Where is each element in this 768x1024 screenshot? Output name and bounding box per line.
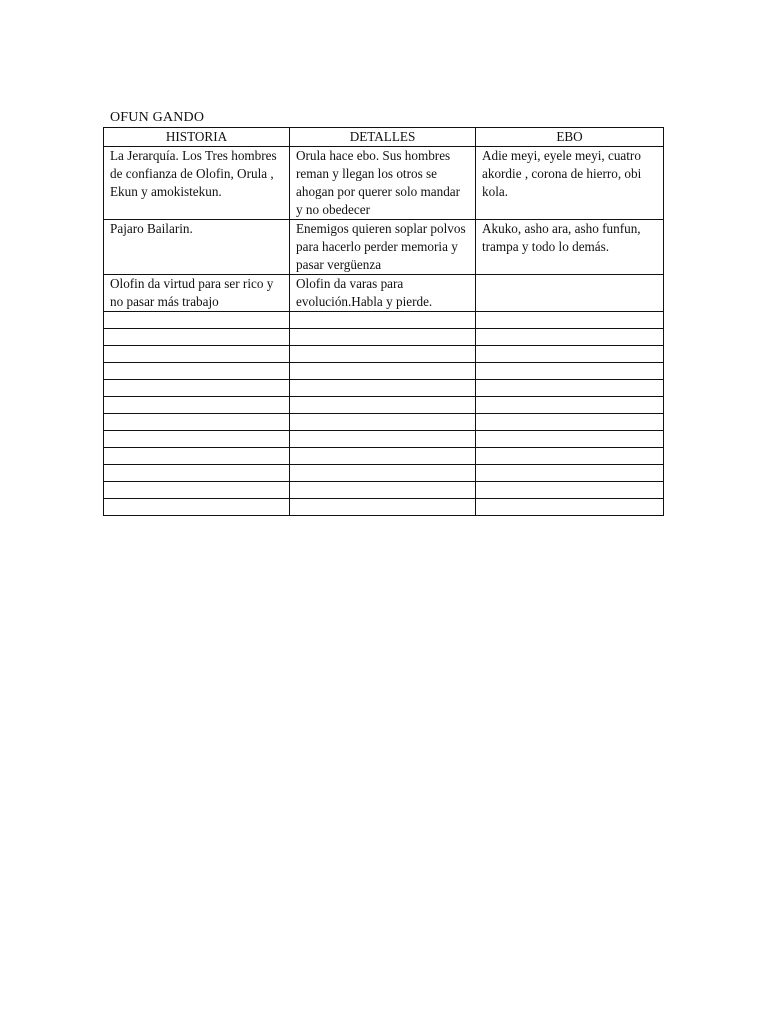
empty-cell bbox=[476, 363, 664, 380]
empty-cell bbox=[104, 431, 290, 448]
cell-detalles: Orula hace ebo. Sus hombres reman y llegan los otros se ahogan por querer solo mandar y no obedecer bbox=[290, 147, 476, 220]
empty-cell bbox=[476, 465, 664, 482]
empty-cell bbox=[476, 380, 664, 397]
empty-cell bbox=[476, 397, 664, 414]
empty-cell bbox=[290, 363, 476, 380]
empty-row bbox=[104, 346, 664, 363]
header-row bbox=[104, 128, 664, 147]
empty-cell bbox=[104, 482, 290, 499]
empty-cell bbox=[476, 414, 664, 431]
empty-cell bbox=[290, 482, 476, 499]
empty-row bbox=[104, 482, 664, 499]
cell-ebo: Adie meyi, eyele meyi, cuatro akordie , corona de hierro, obi kola. bbox=[476, 147, 664, 220]
empty-row bbox=[104, 465, 664, 482]
empty-cell bbox=[290, 329, 476, 346]
empty-cell bbox=[104, 346, 290, 363]
empty-row bbox=[104, 380, 664, 397]
cell-detalles: Olofin da varas para evolución.Habla y pierde. bbox=[290, 275, 476, 312]
empty-row bbox=[104, 414, 664, 431]
empty-cell bbox=[476, 448, 664, 465]
cell-detalles: Enemigos quieren soplar polvos para hacerlo perder memoria y pasar vergüenza bbox=[290, 220, 476, 275]
cell-ebo bbox=[476, 275, 664, 312]
empty-cell bbox=[104, 414, 290, 431]
empty-cell bbox=[104, 465, 290, 482]
empty-cell bbox=[290, 448, 476, 465]
empty-cell bbox=[104, 363, 290, 380]
empty-cell bbox=[476, 431, 664, 448]
empty-cell bbox=[290, 465, 476, 482]
empty-cell bbox=[290, 380, 476, 397]
empty-cell bbox=[476, 482, 664, 499]
cell-historia: La Jerarquía. Los Tres hombres de confianza de Olofin, Orula , Ekun y amokistekun. bbox=[104, 147, 290, 220]
empty-row bbox=[104, 329, 664, 346]
empty-cell bbox=[290, 414, 476, 431]
empty-cell bbox=[104, 312, 290, 329]
empty-cell bbox=[476, 346, 664, 363]
empty-cell bbox=[104, 499, 290, 516]
header-ebo: EBO bbox=[476, 128, 664, 147]
empty-row bbox=[104, 499, 664, 516]
empty-cell bbox=[290, 431, 476, 448]
ofun-gando-table bbox=[103, 127, 664, 516]
cell-historia: Olofin da virtud para ser rico y no pasar más trabajo bbox=[104, 275, 290, 312]
empty-cell bbox=[104, 448, 290, 465]
empty-cell bbox=[290, 346, 476, 363]
header-detalles: DETALLES bbox=[290, 128, 476, 147]
empty-row bbox=[104, 431, 664, 448]
empty-cell bbox=[290, 397, 476, 414]
table-row bbox=[104, 275, 664, 312]
cell-ebo: Akuko, asho ara, asho funfun, trampa y todo lo demás. bbox=[476, 220, 664, 275]
empty-row bbox=[104, 397, 664, 414]
table-row bbox=[104, 147, 664, 220]
empty-cell bbox=[104, 329, 290, 346]
empty-row bbox=[104, 363, 664, 380]
empty-cell bbox=[476, 499, 664, 516]
empty-cell bbox=[476, 312, 664, 329]
empty-cell bbox=[104, 380, 290, 397]
table-row bbox=[104, 220, 664, 275]
cell-historia: Pajaro Bailarin. bbox=[104, 220, 290, 275]
empty-cell bbox=[104, 397, 290, 414]
empty-row bbox=[104, 312, 664, 329]
empty-cell bbox=[476, 329, 664, 346]
empty-cell bbox=[290, 499, 476, 516]
empty-cell bbox=[290, 312, 476, 329]
document-title: OFUN GANDO bbox=[110, 110, 205, 125]
header-historia: HISTORIA bbox=[104, 128, 290, 147]
empty-row bbox=[104, 448, 664, 465]
